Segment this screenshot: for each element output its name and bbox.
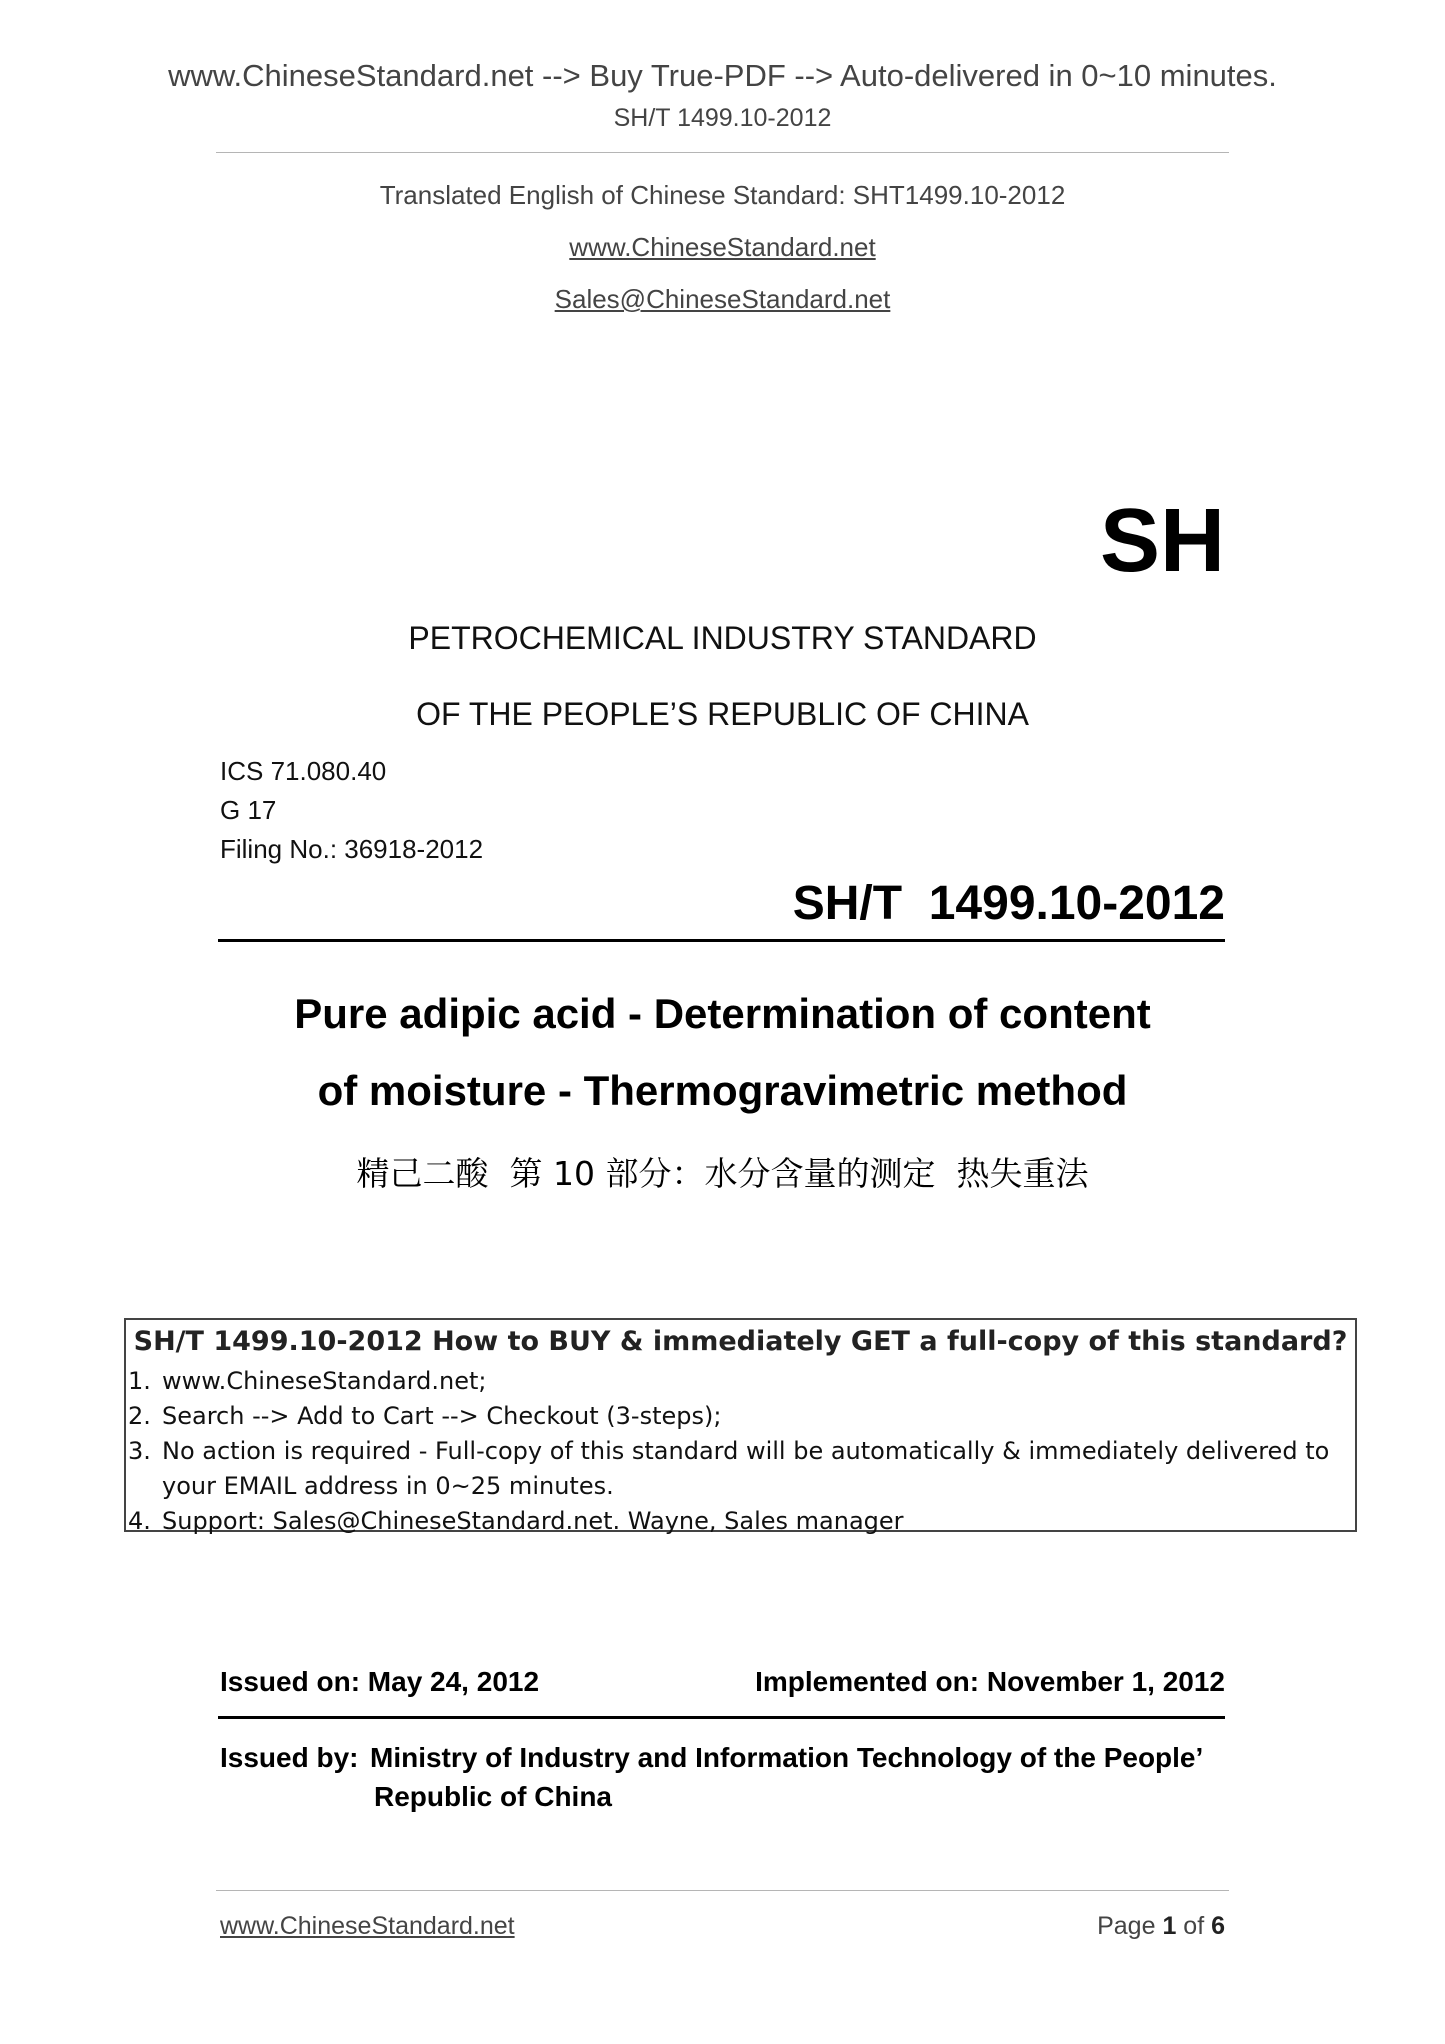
purchase-step: [126, 1504, 1352, 1539]
translation-line: Translated English of Chinese Standard: SHT1499.10-2012: [379, 180, 1066, 210]
step-number: 3.: [128, 1437, 151, 1465]
standard-body-line2: OF THE PEOPLE’S REPUBLIC OF CHINA: [416, 696, 1029, 732]
purchase-steps: [126, 1364, 1352, 1539]
issuer-line2: Republic of China: [374, 1781, 612, 1812]
step-number: 1.: [128, 1367, 151, 1395]
page-prefix: Page: [1097, 1912, 1163, 1940]
title-en-line1: Pure adipic acid - Determination of content: [294, 990, 1151, 1037]
issuer-label: Issued by:: [220, 1742, 359, 1773]
step-number: 4.: [128, 1507, 151, 1535]
page-indicator: [1097, 1912, 1225, 1941]
step-text[interactable]: www.ChineseStandard.net;: [162, 1367, 487, 1395]
title-divider: [218, 939, 1225, 942]
website-link[interactable]: www.ChineseStandard.net: [569, 232, 876, 262]
standard-number: SH/T 1499.10-2012: [792, 877, 1225, 930]
step-number: 2.: [128, 1402, 151, 1430]
purchase-step: [126, 1364, 1352, 1399]
standard-mark: SH: [1099, 491, 1225, 591]
header-divider: [216, 152, 1229, 153]
header-standard-code: SH/T 1499.10-2012: [613, 104, 832, 132]
purchase-instructions-box: [124, 1318, 1357, 1535]
page-separator: of: [1176, 1912, 1212, 1940]
ics-code: ICS 71.080.40: [220, 756, 387, 786]
title-en-line2: of moisture - Thermogravimetric method: [317, 1067, 1128, 1114]
dates-divider: [218, 1716, 1225, 1719]
standard-body-line1: PETROCHEMICAL INDUSTRY STANDARD: [408, 620, 1037, 656]
issued-date: Issued on: May 24, 2012: [220, 1666, 540, 1697]
step-text: Support: Sales@ChineseStandard.net. Wayne, Sales manager: [162, 1507, 904, 1535]
footer-website-link[interactable]: www.ChineseStandard.net: [220, 1912, 515, 1940]
issuer-line1: Ministry of Industry and Information Technology of the People’: [370, 1742, 1204, 1773]
sales-email-link[interactable]: Sales@ChineseStandard.net: [554, 284, 891, 314]
page-current: 1: [1162, 1912, 1177, 1940]
page-total: 6: [1211, 1912, 1225, 1940]
header-banner: www.ChineseStandard.net --> Buy True-PDF --> Auto-delivered in 0~10 minutes.: [168, 58, 1277, 93]
classification-code: G 17: [220, 795, 277, 825]
purchase-step: [126, 1434, 1352, 1504]
step-text: Search --> Add to Cart --> Checkout (3-steps);: [162, 1402, 722, 1430]
purchase-heading: SH/T 1499.10-2012 How to BUY & immediately GET a full-copy of this standard?: [133, 1326, 1348, 1357]
footer-divider: [216, 1890, 1229, 1891]
implemented-date: Implemented on: November 1, 2012: [755, 1666, 1225, 1697]
purchase-step: [126, 1399, 1352, 1434]
step-text: No action is required - Full-copy of this standard will be automatically & immediately delivered to your EMAIL address in 0~25 minutes.: [162, 1437, 1330, 1500]
filing-number: Filing No.: 36918-2012: [220, 834, 484, 864]
title-zh: 精己二酸 第 10 部分：水分含量的测定 热失重法: [356, 1154, 1089, 1193]
